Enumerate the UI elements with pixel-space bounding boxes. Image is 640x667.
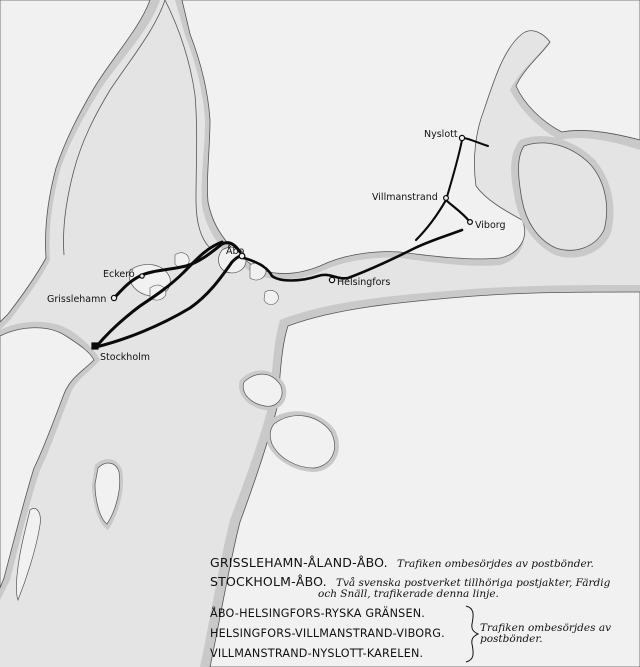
label-villmanstrand: Villmanstrand (372, 192, 438, 203)
legend-route1-note: Trafiken ombesörjdes av postbönder. (396, 558, 594, 570)
label-abo: Åbo (226, 246, 245, 257)
legend-route5-title: VILLMANSTRAND-NYSLOTT-KARELEN. (210, 647, 424, 660)
marker-viborg (468, 220, 473, 225)
legend-route3-title: ÅBO-HELSINGFORS-RYSKA GRÄNSEN. (210, 607, 426, 620)
marker-stockholm (92, 343, 98, 349)
marker-grisslehamn (111, 295, 116, 300)
label-stockholm: Stockholm (100, 352, 151, 363)
legend-bracket-note-line2: postbönder. (480, 633, 543, 645)
label-viborg: Viborg (475, 220, 506, 231)
label-grisslehamn: Grisslehamn (47, 294, 107, 305)
marker-nyslott (459, 135, 464, 140)
legend-route2-note-line2: och Snäll, trafikerade denna linje. (318, 588, 499, 600)
marker-villmanstrand (444, 196, 449, 201)
label-helsingfors: Helsingfors (337, 277, 391, 288)
legend-route2-title: STOCKHOLM-ÅBO. (210, 574, 327, 589)
marker-eckero (140, 274, 144, 278)
legend-bracket-note-line1: Trafiken ombesörjdes av (480, 622, 612, 634)
legend-route2-note-line1: Två svenska postverket tillhöriga postjakter, Färdig (335, 577, 611, 589)
marker-helsingfors (329, 277, 334, 282)
legend-route4-title: HELSINGFORS-VILLMANSTRAND-VIBORG. (210, 627, 445, 640)
legend-route1-title: GRISSLEHAMN-ÅLAND-ÅBO. (210, 555, 388, 570)
label-nyslott: Nyslott (424, 129, 458, 140)
label-eckero: Eckerö (103, 269, 135, 280)
